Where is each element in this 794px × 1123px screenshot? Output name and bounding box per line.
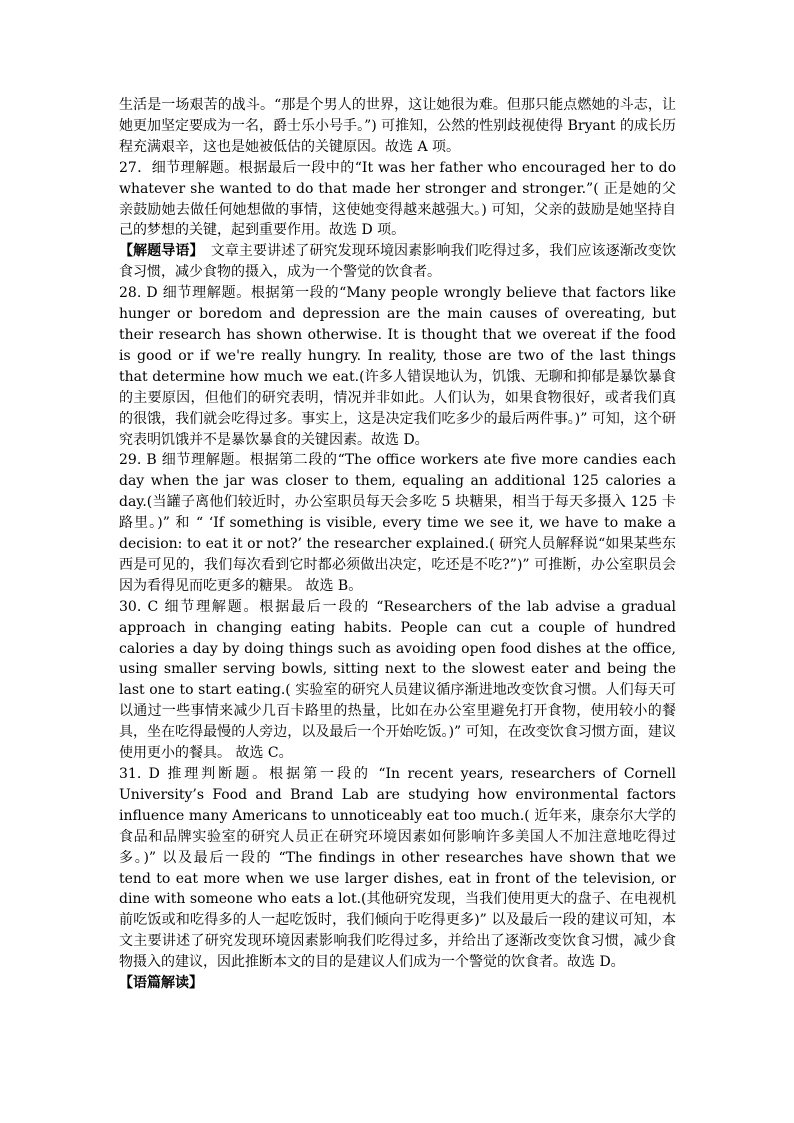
- guide-text: 文章主要讲述了研究发现环境因素影响我们吃得过多，我们应该逐渐改变饮食习惯，减少食物的摄入，成为一个警觉的饮食者。: [119, 243, 677, 281]
- paragraph-q29: 29. B 细节理解题。根据第二段的“The office workers ate five more candies each day when the jar was closer to them, equaling an additional 125 calories a day.(当罐子离他们较近时，办公室职员每天会多吃 5 块糖果，相当于每天多摄入 125 卡路里。)” 和 “ ‘If something is visible, every time we see it, we have to make a decision: to eat it or not?’ the researcher explained.( 研究人员解释说“如果某些东西是可见的，我们每次看到它时都必须做出决定，吃还是不吃?”)” 可推断，办公室职员会因为看得见而吃更多的糖果。 故选 B。: [119, 452, 676, 594]
- guide-label: 【解题导语】: [119, 243, 197, 260]
- discourse-label: 【语篇解读】: [119, 975, 203, 992]
- paragraph-q26-conclusion: 生活是一场艰苦的战斗。“那是个男人的世界，这让她很为难。但那只能点燃她的斗志，让她更加坚定要成为一名，爵士乐小号手。”) 可推知，公然的性别歧视使得 Bryant 的成长历程充满艰辛，这也是她被低估的关键原因。故选 A 项。: [119, 97, 676, 155]
- answer-key-page: [119, 95, 676, 994]
- paragraph-discourse-heading: [119, 973, 676, 994]
- paragraph-guide: [119, 241, 676, 283]
- paragraph-q30: 30. C 细节理解题。根据最后一段的 “Researchers of the lab advise a gradual approach in changing eating habits. People can cut a couple of hundred calories a day by doing things such as avoiding open food dishes at the office, using smaller serving bowls, sitting next to the slowest eater and being the last one to start eating.( 实验室的研究人员建议循序渐进地改变饮食习惯。人们每天可以通过一些事情来减少几百卡路里的热量，比如在办公室里避免打开食物，使用较小的餐具，坐在吃得最慢的人旁边，以及最后一个开始吃饭。)” 可知，在改变饮食习惯方面，建议使用更小的餐具。 故选 C。: [119, 598, 676, 762]
- paragraph-q31: 31. D 推理判断题。根据第一段的 “In recent years, researchers of Cornell University’s Food and Brand Lab are studying how environmental factors influence many Americans to unnoticeably eat too much.( 近年来，康奈尔大学的食品和品牌实验室的研究人员正在研究环境因素如何影响许多美国人不加注意地吃得过多。)” 以及最后一段的 “The findings in other researches have shown that we tend to eat more when we use larger dishes, eat in front of the television, or dine with someone who eats a lot.(其他研究发现，当我们使用更大的盘子、在电视机前吃饭或和吃得多的人一起吃饭时，我们倾向于吃得更多)” 以及最后一段的建议可知，本文主要讲述了研究发现环境因素影响我们吃得过多，并给出了逐渐改变饮食习惯，减少食物摄入的建议，因此推断本文的目的是建议人们成为一个警觉的饮食者。故选 D。: [119, 766, 676, 971]
- paragraph-q28: 28. D 细节理解题。根据第一段的“Many people wrongly believe that factors like hunger or boredom and depression are the main causes of overeating, but their research has shown otherwise. It is thought that we overeat if the food is good or if we're really hungry. In reality, those are two of the last things that determine how much we eat.(许多人错误地认为，饥饿、无聊和抑郁是暴饮暴食的主要原因，但他们的研究表明，情况并非如此。人们认为，如果食物很好，或者我们真的很饿，我们就会吃得过多。事实上，这是决定我们吃多少的最后两件事。)” 可知，这个研究表明饥饿并不是暴饮暴食的关键因素。故选 D。: [119, 285, 676, 448]
- paragraph-q27: 27．细节理解题。根据最后一段中的“It was her father who encouraged her to do whatever she wanted to do that made her stronger and stronger.”( 正是她的父亲鼓励她去做任何她想做的事情，这使她变得越来越强大。) 可知，父亲的鼓励是她坚持自己的梦想的关键，起到重要作用。故选 D 项。: [119, 159, 676, 239]
